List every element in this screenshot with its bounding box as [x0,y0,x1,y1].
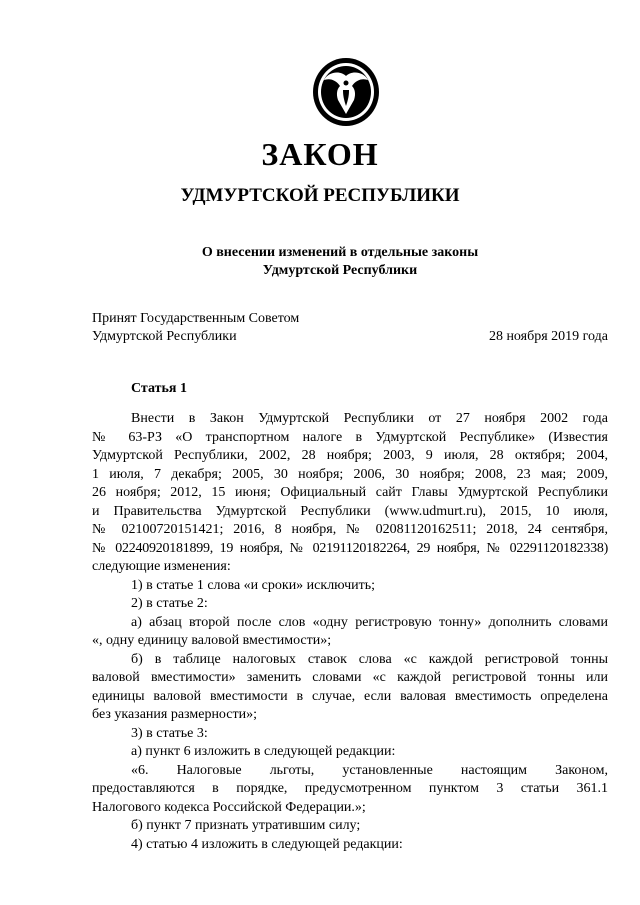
text-line: 26 ноября; 2012, 15 июня; Официальный сайт Главы Удмуртской Республики [92,485,608,500]
adoption-date: 28 ноября 2019 года [488,329,608,344]
text-line: следующие изменения: [92,559,231,574]
text-line: № 02240920181899, 19 ноября, № 02191120182264, 29 ноября, № 02291120182338) [92,540,608,556]
text-line: № 63-РЗ «О транспортном налоге в Удмуртской Республике» (Известия [92,429,608,445]
law-name [0,244,640,280]
text-line: Внести в Закон Удмуртской Республики от 27 ноября 2002 года [131,411,608,426]
text-line: предоставляются в порядке, предусмотренном пунктом 3 статьи 361.1 [92,781,608,796]
text-line: 2) в статье 2: [131,596,208,611]
adoption-body: Удмуртской Республики [92,329,237,344]
text-line: и Правительства Удмуртской Республики (www.udmurt.ru), 2015, 10 июля, [92,503,608,519]
text-line: 4) статью 4 изложить в следующей редакции: [131,836,403,852]
text-line: единицы валовой вместимости в случае, если валовая вместимость определена [92,688,608,704]
text-line: 3) в статье 3: [131,725,208,741]
text-line: 1 июля, 7 декабря; 2005, 30 ноября; 2006, 30 ноября; 2008, 23 мая; 2009, [92,466,608,482]
text-line: Удмуртской Республики, 2002, 28 ноября; 2003, 9 июля, 28 октября; 2004, [92,448,608,463]
article-heading: Статья 1 [131,381,187,396]
adoption-block [92,310,608,346]
text-line: Налогового кодекса Российской Федерации.»; [92,799,366,815]
law-name-line: О внесении изменений в отдельные законы [201,245,479,260]
article-body [92,410,608,854]
udmurt-emblem-icon [310,56,382,128]
text-line: № 02100720151421; 2016, 8 ноября, № 02081120162511; 2018, 24 сентября, [92,522,608,537]
law-name-line: Удмуртской Республики [262,263,418,278]
document-subtitle: УДМУРТСКОЙ РЕСПУБЛИКИ [180,185,460,206]
text-line: валовой вместимости» заменить словами «с каждой регистровой тонны или [92,670,608,685]
document-title: ЗАКОН [261,136,379,172]
text-line: 1) в статье 1 слова «и сроки» исключить; [131,577,376,593]
text-line: а) абзац второй после слов «одну регистровую тонну» дополнить словами [131,614,608,630]
text-line: б) в таблице налоговых ставок слова «с каждой регистровой тонны [131,651,608,667]
text-line: без указания размерности»; [92,707,257,722]
text-line: а) пункт 6 изложить в следующей редакции: [131,744,396,759]
adoption-line-with-date [92,328,608,346]
text-line: «, одну единицу валовой вместимости»; [92,633,332,648]
adoption-line: Принят Государственным Советом [92,311,300,326]
text-line: «6. Налоговые льготы, установленные настоящим Законом, [131,762,608,778]
text-line: б) пункт 7 признать утратившим силу; [131,818,361,833]
